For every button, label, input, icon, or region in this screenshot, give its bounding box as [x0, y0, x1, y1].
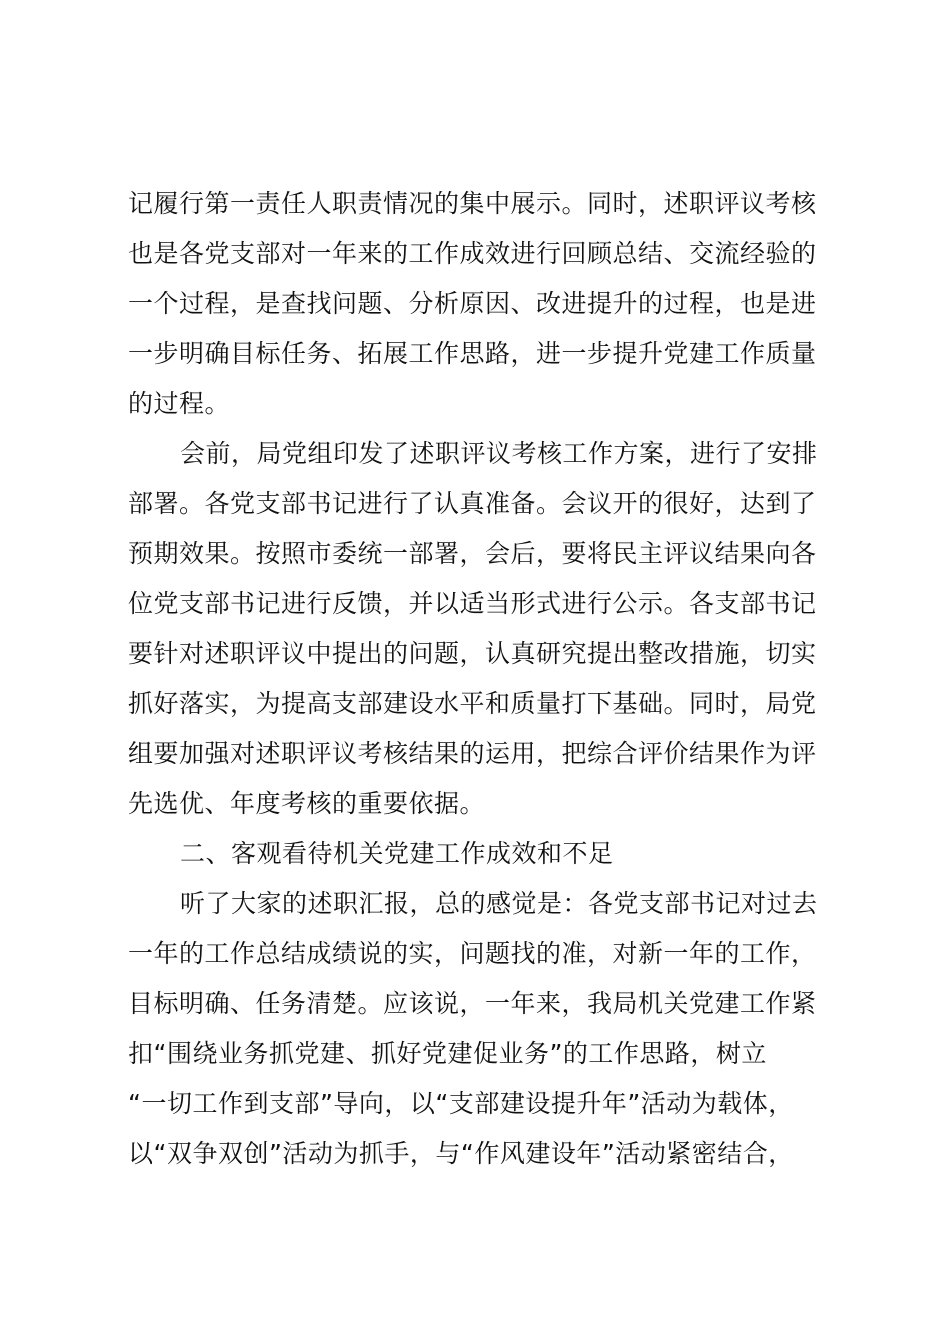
- text-line: 以“双争双创”活动为抓手，与“作风建设年”活动紧密结合，: [128, 1139, 794, 1168]
- text-line: 也是各党支部对一年来的工作成效进行回顾总结、交流经验的: [128, 239, 817, 268]
- text-line: “一切工作到支部”导向，以“支部建设提升年”活动为载体，: [128, 1089, 794, 1118]
- paragraph-first-line: 听了大家的述职汇报，总的感觉是：各党支部书记对过去: [180, 889, 818, 918]
- text-line: 一年的工作总结成绩说的实，问题找的准，对新一年的工作，: [128, 939, 817, 968]
- text-line: 目标明确、任务清楚。应该说，一年来，我局机关党建工作紧: [128, 989, 817, 1018]
- text-line: 抓好落实，为提高支部建设水平和质量打下基础。同时，局党: [128, 689, 817, 718]
- text-line: 预期效果。按照市委统一部署，会后，要将民主评议结果向各: [128, 539, 817, 568]
- text-line: 组要加强对述职评议考核结果的运用，把综合评价结果作为评: [128, 739, 817, 768]
- paragraph-first-line: 会前，局党组印发了述职评议考核工作方案，进行了安排: [180, 439, 818, 468]
- document-body: [128, 179, 833, 1179]
- text-line: 先选优、年度考核的重要依据。: [128, 789, 486, 818]
- text-line: 一步明确目标任务、拓展工作思路，进一步提升党建工作质量: [128, 339, 817, 368]
- text-line: 位党支部书记进行反馈，并以适当形式进行公示。各支部书记: [128, 589, 817, 618]
- text-line: 扣“围绕业务抓党建、抓好党建促业务”的工作思路，树立: [128, 1039, 767, 1068]
- text-line: 记履行第一责任人职责情况的集中展示。同时，述职评议考核: [128, 189, 817, 218]
- text-line: 部署。各党支部书记进行了认真准备。会议开的很好，达到了: [128, 489, 817, 518]
- section-heading: 二、客观看待机关党建工作成效和不足: [180, 839, 614, 868]
- text-line: 的过程。: [128, 389, 231, 418]
- text-line: 一个过程，是查找问题、分析原因、改进提升的过程，也是进: [128, 289, 817, 318]
- text-line: 要针对述职评议中提出的问题，认真研究提出整改措施，切实: [128, 639, 817, 668]
